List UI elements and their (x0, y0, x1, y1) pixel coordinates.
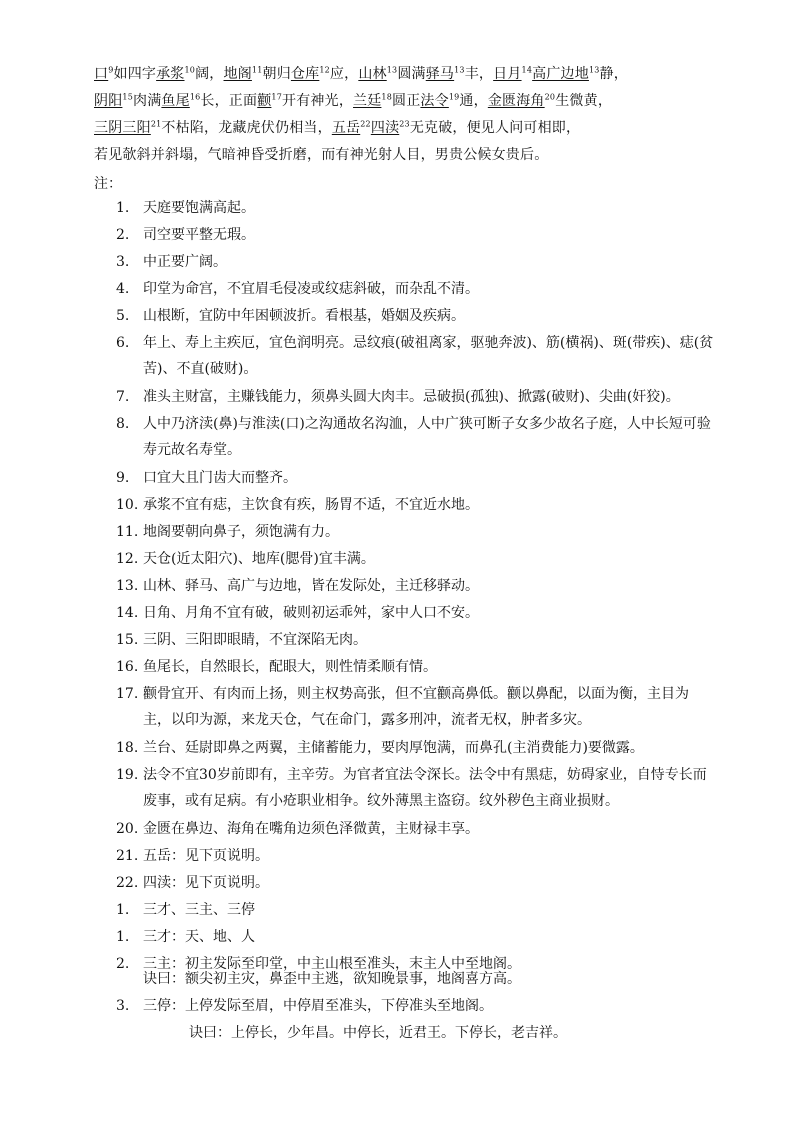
note-text: 印堂为命宫，不宜眉毛侵凌或纹痣斜破，而杂乱不清。 (143, 281, 479, 297)
verse-text: 朝归 (262, 66, 291, 82)
note-ref: 14 (521, 65, 533, 75)
note-text: 司空要平整无瑕。 (143, 227, 255, 243)
note-ref: 12 (319, 65, 330, 75)
note-ref: 9 (108, 65, 114, 75)
note-number: 18. (116, 740, 139, 756)
verse-text: 如四字 (113, 66, 157, 82)
note-number: 10. (116, 497, 139, 513)
face-area-term: 驿马 (425, 66, 455, 82)
note-text: 山根断，宜防中年困顿波折。看根基，婚姻及疾病。 (143, 308, 465, 324)
face-area-term: 金匮海角 (487, 93, 545, 109)
face-area-term: 四渎 (370, 120, 400, 136)
note-number: 3. (116, 998, 130, 1014)
note-text: 天仓(近太阳穴)、地库(腮骨)宜丰满。 (143, 551, 375, 567)
face-area-term: 仓库 (290, 66, 320, 82)
note-text: 日角、月角不宜有破，破则初运乖舛，家中人口不安。 (143, 605, 479, 621)
verse-text: 肉满 (133, 93, 162, 109)
verse-text: 通， (459, 93, 488, 109)
note-number: 8. (116, 416, 130, 432)
note-item (116, 654, 716, 680)
verse-text: 静， (599, 66, 628, 82)
face-area-term: 颧 (257, 93, 272, 109)
note-text: 三阴、三阳即眼睛，不宜深陷无肉。 (143, 632, 367, 648)
note-item (116, 411, 716, 463)
note-number: 2. (116, 227, 130, 243)
note-ref: 17 (271, 92, 283, 102)
note-number: 1. (116, 929, 130, 945)
note-number: 6. (116, 335, 130, 351)
three-sections-note: 三停：上停发际至眉，中停眉至准头，下停准头至地阁。 (143, 998, 493, 1014)
face-area-term: 法令 (420, 93, 449, 109)
note-item (116, 384, 716, 410)
verse-text: 应， (329, 66, 359, 82)
note-text: 四渎：见下页说明。 (143, 875, 269, 891)
verse-line (94, 92, 612, 110)
note-item (116, 276, 716, 302)
note-item (116, 465, 716, 491)
note-number: 4. (116, 281, 130, 297)
note-text: 人中乃济渎(鼻)与淮渎(口)之沟通故名沟洫，人中广狭可断子女多少故名子庭，人中长短可验寿元故名寿堂。 (143, 416, 711, 458)
note-number: 9. (116, 470, 130, 486)
note-text: 口宜大且门齿大而整齐。 (143, 470, 297, 486)
face-area-term: 山林 (358, 66, 387, 82)
note-number: 11. (116, 524, 139, 540)
note-number: 15. (116, 632, 139, 648)
note-text: 三主：初主发际至印堂，中主山根至准头，末主人中至地阁。 (143, 956, 521, 972)
face-area-term: 鱼尾 (161, 93, 190, 109)
notes-heading: 注： (94, 176, 122, 192)
note-number: 16. (116, 659, 139, 675)
note-number: 2. (116, 956, 130, 972)
note-item (116, 546, 716, 572)
note-ref: 16 (189, 92, 201, 102)
verse-text: 无克破，便见人问可相即， (409, 120, 581, 136)
note-text: 三才：天、地、人 (143, 929, 255, 945)
note-text: 准头主财富，主赚钱能力，须鼻头圆大肉丰。忌破损(孤独)、掀露(破财)、尖曲(奸狡)。 (143, 389, 680, 405)
note-text: 中正要广阔。 (143, 254, 227, 270)
note-item (116, 870, 716, 896)
note-number: 12. (116, 551, 139, 567)
verse-line (94, 146, 548, 164)
face-area-term: 日月 (493, 66, 522, 82)
face-area-term: 五岳 (331, 120, 361, 136)
face-area-term: 地阁 (223, 66, 252, 82)
note-text: 天庭要饱满高起。 (143, 200, 255, 216)
note-item (116, 843, 716, 869)
note-number: 17. (116, 686, 139, 702)
note-number: 21. (116, 848, 139, 864)
note-number: 5. (116, 308, 130, 324)
note-ref: 10 (184, 65, 196, 75)
note-text: 金匮在鼻边、海角在嘴角边须色泽微黄，主财禄丰享。 (143, 821, 479, 837)
face-area-term: 阴阳 (94, 93, 123, 109)
note-item (116, 519, 716, 545)
note-text: 承浆不宜有痣，主饮食有疾，肠胃不适，不宜近水地。 (143, 497, 479, 513)
face-area-term: 承浆 (156, 66, 185, 82)
note-ref: 11 (251, 65, 263, 75)
verse-text: 丰， (464, 66, 494, 82)
note-item (116, 627, 716, 653)
note-number: 1. (116, 200, 130, 216)
note-ref: 20 (544, 92, 556, 102)
verse-text: 若见欹斜并斜塌，气暗神昏受折磨，而有神光射人目，男贵公候女贵后。 (94, 147, 549, 163)
verse-line (94, 65, 628, 83)
note-number: 20. (116, 821, 139, 837)
note-item (116, 492, 716, 518)
mnemonic-three-sections: 诀曰：上停长，少年昌。中停长，近君王。下停长，老吉祥。 (189, 1025, 567, 1041)
note-text: 鱼尾长，自然眼长，配眼大，则性情柔顺有情。 (143, 659, 437, 675)
verse-text: 开有神光， (282, 93, 354, 109)
verse-text: 圆满 (397, 66, 426, 82)
note-item (116, 573, 716, 599)
note-item (116, 924, 716, 950)
note-ref: 15 (122, 92, 133, 102)
note-item (116, 600, 716, 626)
verse-text: 阔， (195, 66, 224, 82)
note-ref: 18 (381, 92, 393, 102)
note-text: 兰台、廷尉即鼻之两翼，主储蓄能力，要肉厚饱满，而鼻孔(主消费能力)要微露。 (143, 740, 644, 756)
note-text: 地阁要朝向鼻子，须饱满有力。 (143, 524, 339, 540)
note-item (116, 303, 716, 329)
note-text: 年上、寿上主疾厄，宜色润明亮。忌纹痕(破祖离家，驱驰奔波)、筋(横祸)、斑(带疾)、痣(贫苦)、不直(破财)。 (143, 335, 714, 377)
note-item (116, 762, 716, 814)
note-number: 14. (116, 605, 139, 621)
note-text: 五岳：见下页说明。 (143, 848, 269, 864)
note-item (116, 897, 716, 923)
note-text: 法令不宜30岁前即有，主辛劳。为官者宜法令深长。法令中有黑痣，妨碍家业，自恃专长而废事，或有足病。有小疮职业相争。纹外薄黑主盗窃。纹外秽色主商业损财。 (143, 767, 707, 809)
mnemonic-three-masters: 诀曰：额尖初主灾，鼻歪中主逃，欲知晚景事，地阁喜方高。 (143, 971, 521, 987)
verse-text: 长，正面 (200, 93, 258, 109)
note-item (116, 330, 716, 382)
note-ref: 23 (399, 119, 410, 129)
note-number: 19. (116, 767, 139, 783)
face-area-term: 口 (94, 66, 109, 82)
note-item (116, 816, 716, 842)
verse-text: 圆正 (392, 93, 421, 109)
note-text: 山林、驿马、高广与边地，皆在发际处，主迁移驿动。 (143, 578, 479, 594)
note-number: 3. (116, 254, 130, 270)
note-item (116, 249, 716, 275)
note-ref: 13 (454, 65, 465, 75)
note-text: 三才、三主、三停 (143, 902, 255, 918)
note-ref: 21 (150, 119, 162, 129)
note-number: 1. (116, 902, 130, 918)
note-text: 颧骨宜开、有肉而上扬，则主权势高张，但不宜颧高鼻低。颧以鼻配，以面为衡，主目为主，以印为源，来龙天仓，气在命门，露多刑冲，流者无权，肿者多灾。 (143, 686, 689, 728)
face-area-term: 三阴三阳 (94, 120, 151, 136)
note-item (116, 735, 716, 761)
note-ref: 22 (360, 119, 371, 129)
note-number: 7. (116, 389, 130, 405)
note-number: 22. (116, 875, 139, 891)
face-area-term: 兰廷 (353, 93, 382, 109)
face-area-term: 高广边地 (532, 66, 589, 82)
note-item (116, 222, 716, 248)
note-item (116, 681, 716, 733)
verse-text: 不枯陷，龙藏虎伏仍相当， (161, 120, 332, 136)
note-ref: 13 (588, 65, 600, 75)
note-ref: 19 (448, 92, 460, 102)
note-ref: 13 (386, 65, 398, 75)
verse-text: 生微黄， (555, 93, 613, 109)
verse-line (94, 119, 580, 137)
note-item (116, 195, 716, 221)
note-number: 13. (116, 578, 139, 594)
